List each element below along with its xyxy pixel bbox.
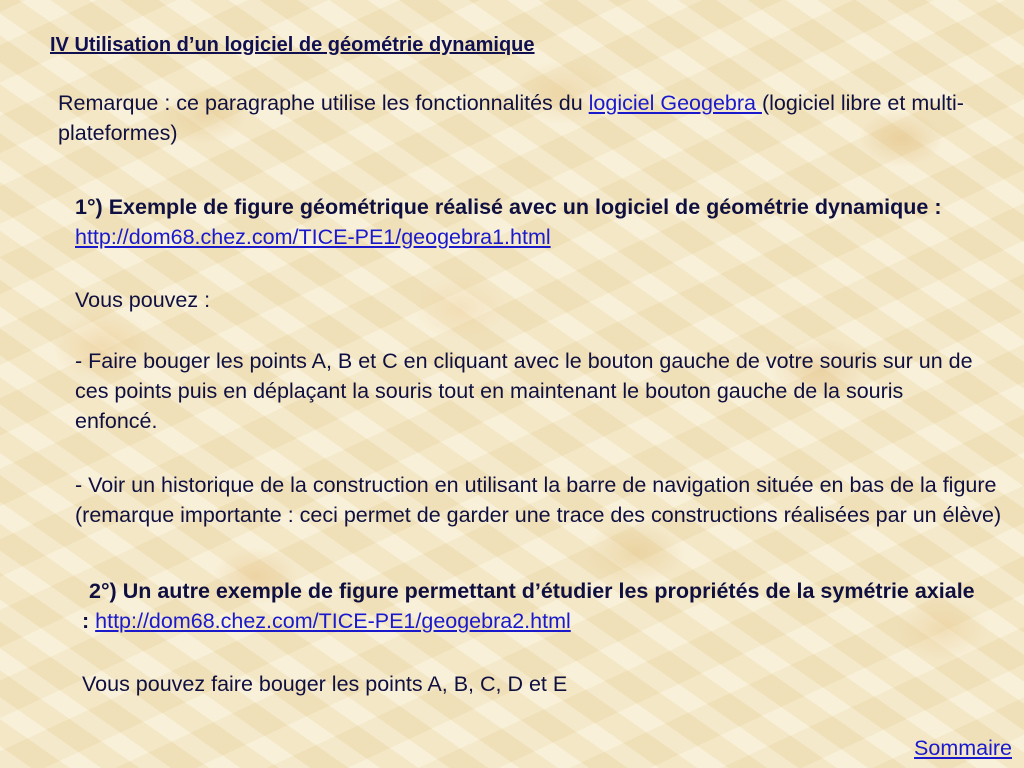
section1-heading bbox=[75, 192, 995, 252]
remark-paragraph bbox=[58, 88, 1008, 148]
section2-heading-text: 2°) Un autre exemple de figure permettant d’étudier les propriétés de la symétrie axiale : bbox=[82, 579, 975, 633]
remark-suffix: (logiciel libre et multi-plateformes) bbox=[58, 91, 964, 145]
page-title: IV Utilisation d’un logiciel de géométrie dynamique bbox=[50, 34, 535, 56]
section1-heading-text: 1°) Exemple de figure géométrique réalisé avec un logiciel de géométrie dynamique : bbox=[75, 195, 942, 219]
section1-bullet-history: - Voir un historique de la construction en utilisant la barre de navigation située en bas de la figure (remarque importante : ceci permet de garder une trace des constructions réalisées par un élève) bbox=[75, 473, 1002, 527]
sommaire-link[interactable]: Sommaire bbox=[914, 736, 1012, 760]
remark-prefix: Remarque : ce paragraphe utilise les fonctionnalités du bbox=[58, 91, 589, 115]
section1-bullet-move-points: - Faire bouger les points A, B et C en cliquant avec le bouton gauche de votre souris sur un de ces points puis en déplaçant la souris tout en maintenant le bouton gauche de la souris enfoncé. bbox=[75, 349, 973, 433]
section1-intro: Vous pouvez : bbox=[75, 288, 211, 312]
geogebra2-link[interactable]: http://dom68.chez.com/TICE-PE1/geogebra2.html bbox=[95, 609, 571, 633]
section2-heading bbox=[82, 576, 982, 636]
section2-text: Vous pouvez faire bouger les points A, B, C, D et E bbox=[82, 672, 568, 696]
geogebra1-link[interactable]: http://dom68.chez.com/TICE-PE1/geogebra1.html bbox=[75, 225, 551, 249]
geogebra-link[interactable]: logiciel Geogebra bbox=[588, 91, 762, 115]
